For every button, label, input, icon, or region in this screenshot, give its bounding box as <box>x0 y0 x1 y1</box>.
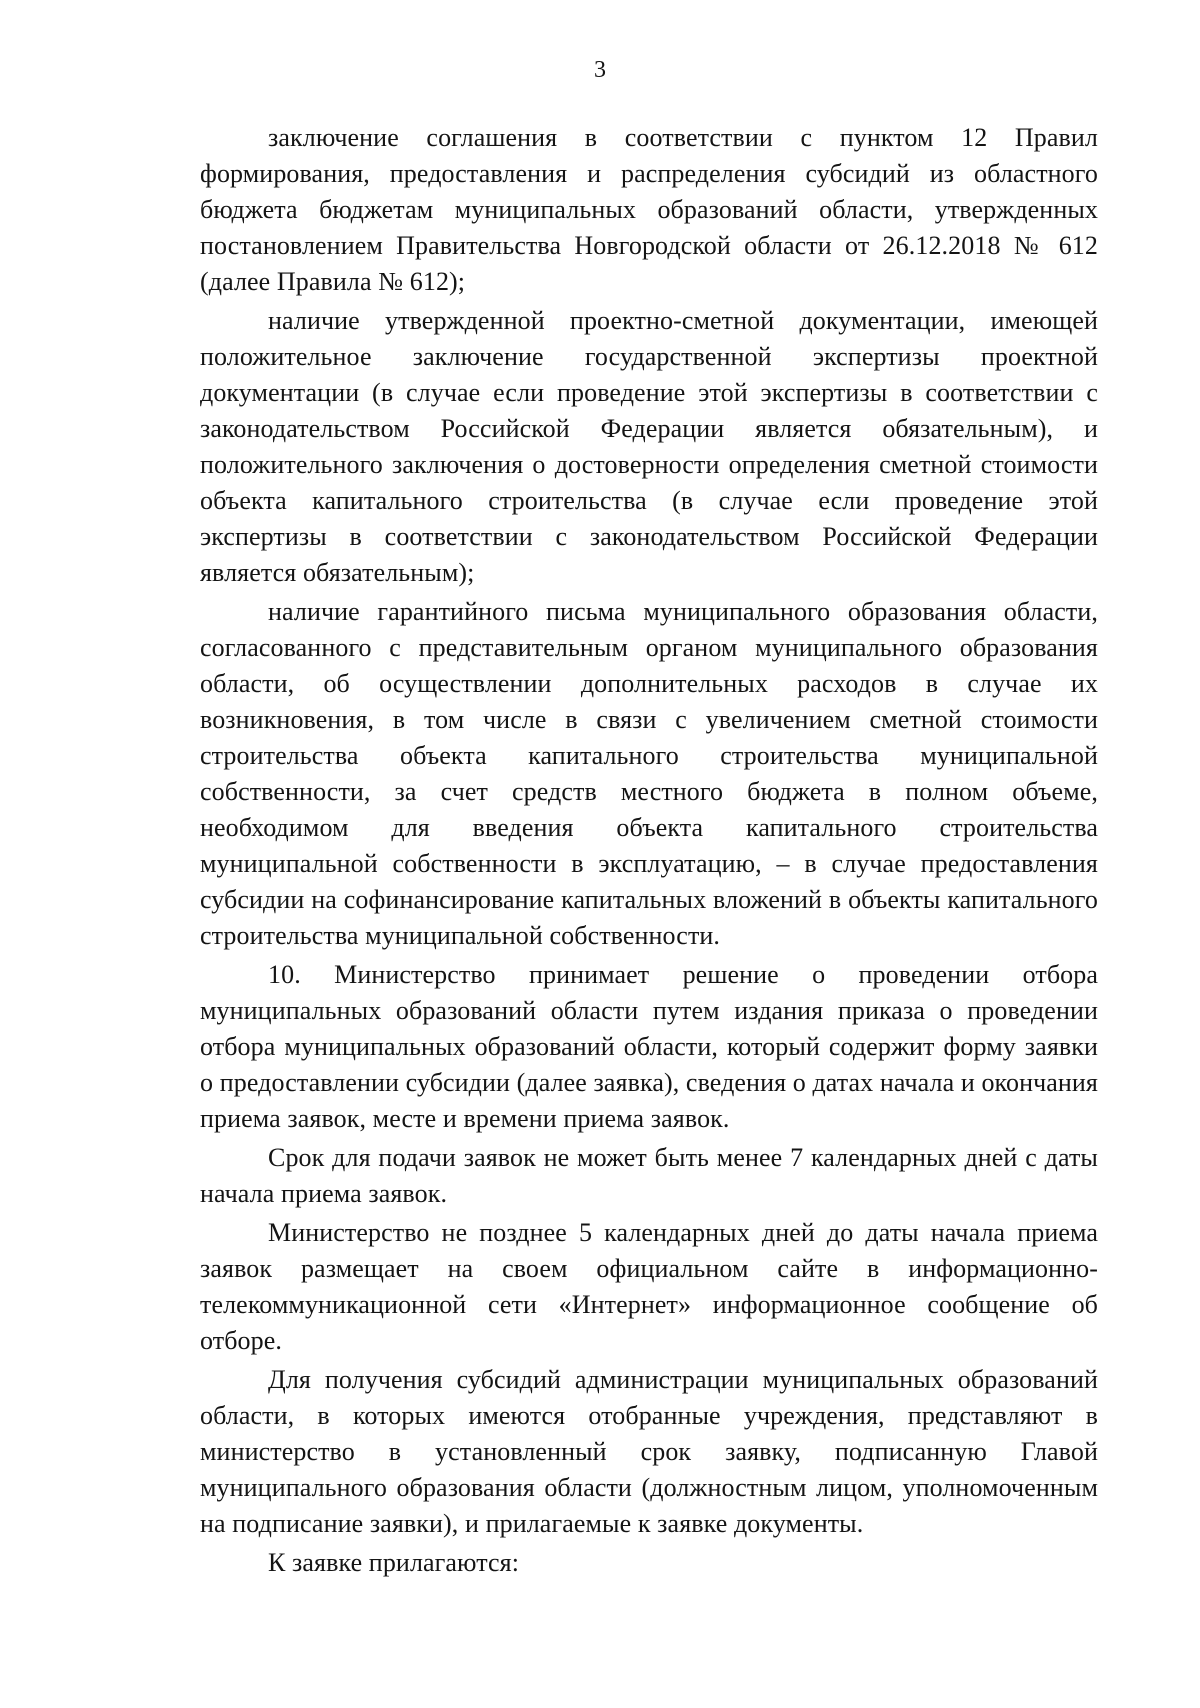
paragraph-agreement-conclusion: заключение соглашения в соответствии с пунктом 12 Правил формирования, предоставления и распределения субсидий из областного бюджета бюджетам муниципальных образований области, утвержденных постановлением Правительства Новгородской области от 26.12.2018 № 612 (далее Правила № 612); <box>200 123 1098 296</box>
paragraph-design-documentation: наличие утвержденной проектно-сметной документации, имеющей положительное заключение государственной экспертизы проектной документации (в случае если проведение этой экспертизы в соответствии с законодательством Российской Федерации является обязательным), и положительного заключения о достоверности определения сметной стоимости объекта капитального строительства (в случае если проведение этой экспертизы в соответствии с законодательством Российской Федерации является обязательным); <box>200 306 1098 587</box>
paragraph-attachments-heading: К заявке прилагаются: <box>268 1548 520 1577</box>
page-number: 3 <box>594 57 606 83</box>
paragraph-submission-deadline: Срок для подачи заявок не может быть менее 7 календарных дней с даты начала приема заявок. <box>200 1143 1098 1208</box>
paragraph-guarantee-letter: наличие гарантийного письма муниципального образования области, согласованного с представительным органом муниципального образования области, об осуществлении дополнительных расходов в случае их возникновения, в том числе в связи с увеличением сметной стоимости строительства объекта капитального строительства муниципальной собственности, за счет средств местного бюджета в полном объеме, необходимом для введения объекта капитального строительства муниципальной собственности в эксплуатацию, – в случае предоставления субсидии на софинансирование капитальных вложений в объекты капитального строительства муниципальной собственности. <box>200 597 1098 950</box>
paragraph-announcement: Министерство не позднее 5 календарных дней до даты начала приема заявок размещает на своем официальном сайте в информационно-телекоммуникационной сети «Интернет» информационное сообщение об отборе. <box>200 1218 1098 1355</box>
document-body <box>200 120 1098 1584</box>
paragraph-selection-decision: 10. Министерство принимает решение о проведении отбора муниципальных образований области путем издания приказа о проведении отбора муниципальных образований области, который содержит форму заявки о предоставлении субсидии (далее заявка), сведения о датах начала и окончания приема заявок, месте и времени приема заявок. <box>200 960 1098 1133</box>
paragraph-application-submission: Для получения субсидий администрации муниципальных образований области, в которых имеются отобранные учреждения, представляют в министерство в установленный срок заявку, подписанную Главой муниципального образования области (должностным лицом, уполномоченным на подписание заявки), и прилагаемые к заявке документы. <box>200 1365 1098 1538</box>
